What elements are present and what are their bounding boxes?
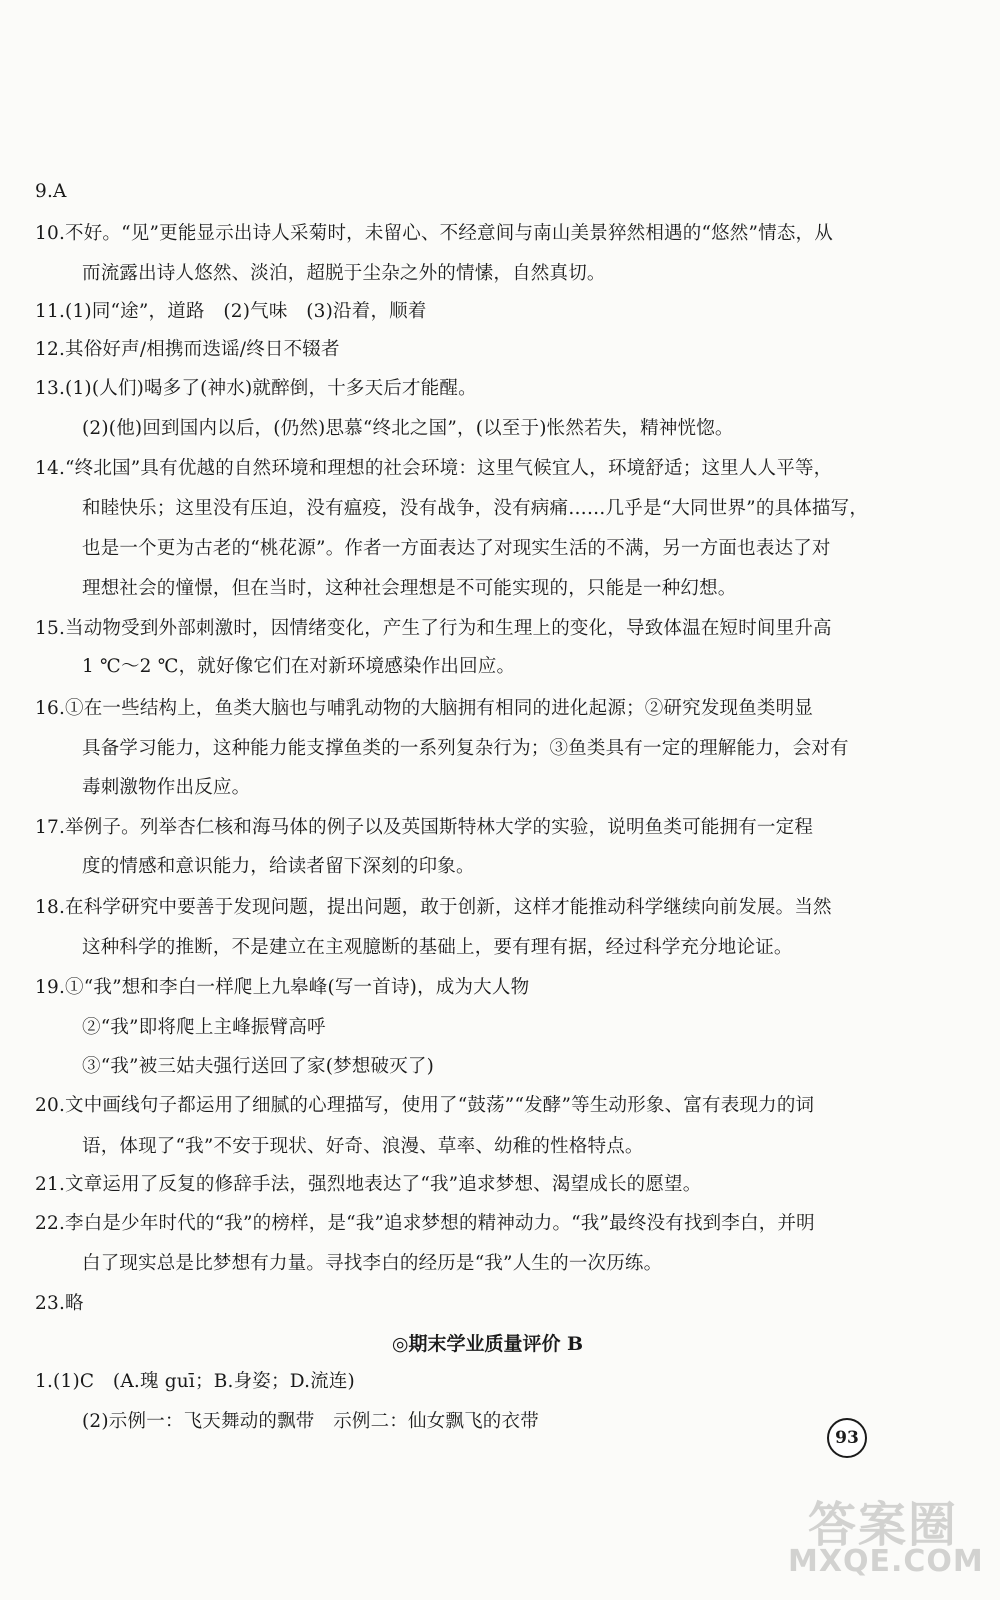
answer-line-22: 22.李白是少年时代的“我”的榜样，是“我”追求梦想的精神动力。“我”最终没有找到李白，并明: [35, 1213, 815, 1234]
answer-line-13-2: (2)(他)回到国内以后，(仍然)思慕“终北之国”，(以至于)怅然若失，精神恍惚。: [82, 418, 734, 439]
answer-line-20-cont: 语，体现了“我”不安于现状、好奇、浪漫、草率、幼稚的性格特点。: [82, 1136, 644, 1157]
answer-line-21: 21.文章运用了反复的修辞手法，强烈地表达了“我”追求梦想、渴望成长的愿望。: [35, 1174, 702, 1195]
answer-line-17: 17.举例子。列举杏仁核和海马体的例子以及英国斯特林大学的实验，说明鱼类可能拥有一定程: [35, 817, 814, 838]
answer-line-20: 20.文中画线句子都运用了细腻的心理描写，使用了“鼓荡”“发酵”等生动形象、富有表现力的词: [35, 1095, 815, 1116]
answer-line-10: 10.不好。“见”更能显示出诗人采菊时，未留心、不经意间与南山美景猝然相遇的“悠然”情态，从: [35, 223, 833, 244]
answer-line-18-cont: 这种科学的推断，不是建立在主观臆断的基础上，要有理有据，经过科学充分地论证。: [82, 937, 793, 958]
answer-line-1-1: 1.(1)C (A.瑰 guī；B.身姿；D.流连): [35, 1371, 355, 1392]
answer-line-14: 14.“终北国”具有优越的自然环境和理想的社会环境：这里气候宜人，环境舒适；这里人人平等，: [35, 458, 833, 479]
answer-line-19-2: ②“我”即将爬上主峰振臂高呼: [82, 1017, 326, 1038]
answer-line-18: 18.在科学研究中要善于发现问题，提出问题，敢于创新，这样才能推动科学继续向前发展。当然: [35, 897, 832, 918]
watermark-logo: [788, 1486, 984, 1586]
page-number-badge: 93: [827, 1418, 867, 1458]
answer-line-9: 9.A: [35, 181, 67, 202]
answer-line-15: 15.当动物受到外部刺激时，因情绪变化，产生了行为和生理上的变化，导致体温在短时间里升高: [35, 618, 832, 639]
answer-line-17-cont: 度的情感和意识能力，给读者留下深刻的印象。: [82, 856, 475, 877]
answer-line-22-cont: 白了现实总是比梦想有力量。寻找李白的经历是“我”人生的一次历练。: [82, 1253, 663, 1274]
answer-line-15-cont: 1 ℃～2 ℃，就好像它们在对新环境感染作出回应。: [82, 656, 516, 677]
answer-line-1-2: (2)示例一：飞天舞动的飘带 示例二：仙女飘飞的衣带: [82, 1411, 539, 1432]
answer-line-13-1: 13.(1)(人们)喝多了(神水)就醉倒，十多天后才能醒。: [35, 378, 477, 399]
answer-line-12: 12.其俗好声/相携而迭谣/终日不辍者: [35, 339, 340, 360]
answer-line-23: 23.略: [35, 1293, 84, 1314]
section-title: ◎期末学业质量评价 B: [391, 1333, 584, 1355]
answer-line-10-cont: 而流露出诗人悠然、淡泊，超脱于尘杂之外的情愫，自然真切。: [82, 263, 606, 284]
answer-line-14-cont: 理想社会的憧憬，但在当时，这种社会理想是不可能实现的，只能是一种幻想。: [82, 578, 737, 599]
answer-line-14-cont: 和睦快乐；这里没有压迫，没有瘟疫，没有战争，没有病痛……几乎是“大同世界”的具体描写，: [82, 498, 869, 519]
answer-line-16-cont: 具备学习能力，这种能力能支撑鱼类的一系列复杂行为；③鱼类具有一定的理解能力，会对有: [82, 738, 849, 759]
answer-line-11: 11.(1)同“途”，道路 (2)气味 (3)沿着，顺着: [35, 301, 427, 322]
watermark-url-text: MXQE.COM: [788, 1544, 984, 1579]
answer-line-14-cont: 也是一个更为古老的“桃花源”。作者一方面表达了对现实生活的不满，另一方面也表达了对: [82, 538, 831, 559]
answer-line-16-cont: 毒刺激物作出反应。: [82, 777, 251, 798]
answer-line-19-1: 19.①“我”想和李白一样爬上九皋峰(写一首诗)，成为大人物: [35, 977, 530, 998]
answer-line-16: 16.①在一些结构上，鱼类大脑也与哺乳动物的大脑拥有相同的进化起源；②研究发现鱼类明显: [35, 698, 814, 719]
answer-line-19-3: ③“我”被三姑夫强行送回了家(梦想破灭了): [82, 1056, 435, 1077]
watermark-chinese-text: 答案圈: [807, 1497, 958, 1553]
